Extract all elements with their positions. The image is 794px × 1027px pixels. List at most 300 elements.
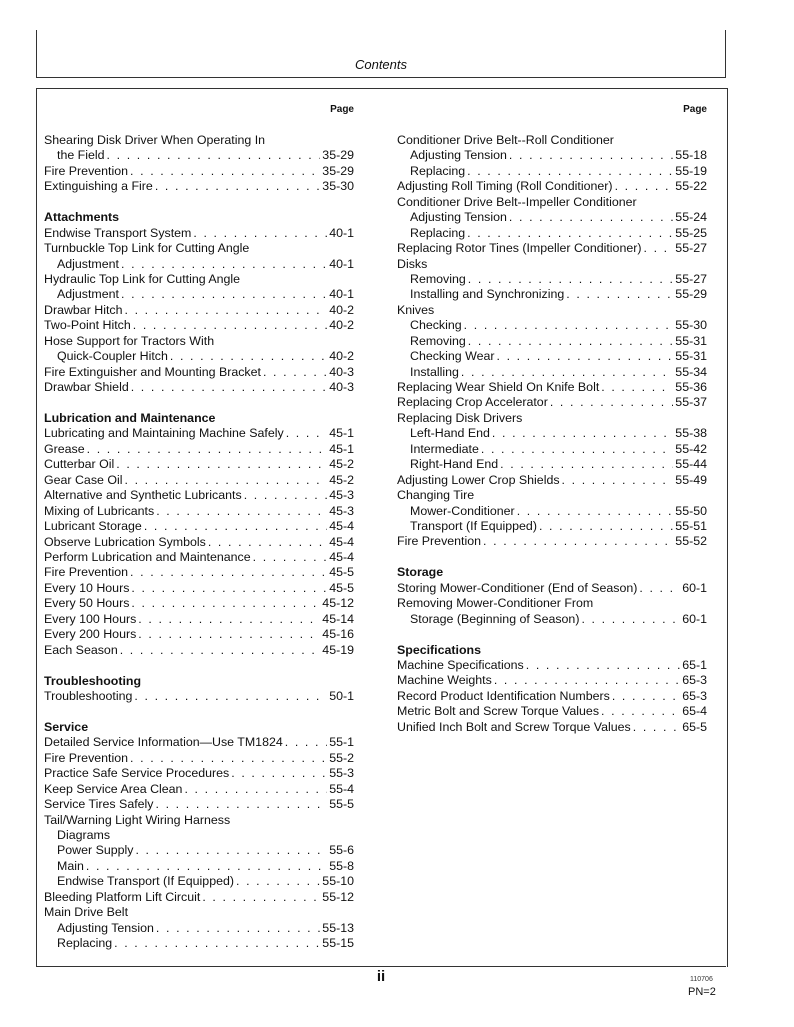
- toc-entry-page: 55-13: [322, 920, 354, 935]
- toc-entry-title: Adjustment: [57, 256, 119, 271]
- toc-entry-page: 45-4: [329, 549, 354, 564]
- dot-leader: [494, 673, 680, 688]
- toc-entry[interactable]: [44, 581, 354, 596]
- toc-entry[interactable]: [397, 704, 707, 719]
- toc-entry-page: 55-38: [675, 426, 707, 441]
- toc-entry[interactable]: [44, 535, 354, 550]
- toc-entry[interactable]: [44, 488, 354, 503]
- toc-entry-page: 45-4: [329, 519, 354, 534]
- toc-entry-page: 40-2: [329, 318, 354, 333]
- toc-entry: [44, 241, 354, 256]
- toc-entry-title: Turnbuckle Top Link for Cutting Angle: [44, 241, 250, 256]
- toc-entry-page: 55-42: [675, 441, 707, 456]
- toc-entry-title: Installing: [410, 364, 459, 379]
- toc-entry-title: Extinguishing a Fire: [44, 179, 153, 194]
- dot-leader: [121, 257, 327, 272]
- dot-leader: [492, 426, 673, 441]
- toc-entry-page: 55-36: [675, 380, 707, 394]
- toc-entry[interactable]: [397, 457, 707, 472]
- toc-entry[interactable]: [397, 720, 707, 735]
- toc-entry-page: 55-31: [675, 349, 707, 364]
- dot-leader: [116, 457, 327, 472]
- toc-entry-title: Adjusting Roll Timing (Roll Conditioner): [397, 179, 613, 194]
- toc-entry[interactable]: [397, 226, 707, 241]
- toc-entry: [397, 257, 707, 272]
- toc-entry-page: 55-10: [322, 874, 354, 889]
- toc-entry-title: Drawbar Hitch: [44, 302, 123, 317]
- dot-leader: [131, 581, 327, 596]
- toc-entry: [397, 303, 707, 318]
- toc-entry: [397, 411, 707, 426]
- toc-entry[interactable]: [44, 303, 354, 318]
- toc-entry-page: 65-4: [682, 704, 707, 719]
- toc-entry-page: 65-5: [682, 719, 707, 734]
- header-rule-bottom: [36, 77, 726, 78]
- toc-entry-title: Endwise Transport (If Equipped): [57, 874, 235, 889]
- toc-entry-page: 55-1: [329, 735, 354, 750]
- section-heading: Service: [44, 719, 89, 734]
- page-column-heading: Page: [330, 104, 354, 115]
- toc-entry-page: 60-1: [682, 611, 707, 626]
- document-code: 110706: [690, 976, 713, 983]
- toc-entry-page: 40-3: [329, 380, 354, 395]
- toc-entry-page: 35-29: [322, 148, 354, 163]
- toc-entry-title: Right-Hand End: [410, 457, 499, 472]
- toc-entry-title: Replacing Rotor Tines (Impeller Conditioner): [397, 241, 642, 256]
- dot-leader: [184, 782, 327, 797]
- dot-leader: [130, 164, 320, 179]
- toc-entry[interactable]: [44, 426, 354, 441]
- toc-entry-page: 40-1: [329, 287, 354, 302]
- toc-entry-page: 55-24: [675, 210, 707, 225]
- toc-entry[interactable]: [397, 689, 707, 704]
- toc-entry-page: 40-1: [329, 256, 354, 271]
- dot-leader: [107, 148, 321, 163]
- toc-entry[interactable]: [44, 473, 354, 488]
- toc-entry-title: Perform Lubrication and Maintenance: [44, 549, 251, 564]
- toc-entry-title: Practice Safe Service Procedures: [44, 766, 230, 781]
- toc-entry[interactable]: [397, 442, 707, 457]
- toc-entry-page: 55-27: [675, 271, 707, 286]
- dot-leader: [550, 395, 673, 410]
- toc-entry-title: Lubricant Storage: [44, 519, 142, 534]
- toc-entry-title: Every 200 Hours: [44, 627, 137, 642]
- toc-entry-title: the Field: [57, 148, 105, 163]
- toc-entry[interactable]: [44, 782, 354, 797]
- toc-entry: [397, 596, 707, 611]
- toc-entry-page: 55-18: [675, 148, 707, 163]
- section-heading: Troubleshooting: [44, 673, 142, 688]
- toc-entry[interactable]: [44, 874, 354, 889]
- section-heading: Specifications: [397, 642, 482, 657]
- dot-leader: [156, 921, 320, 936]
- dot-leader: [138, 627, 320, 642]
- dot-leader: [286, 426, 327, 441]
- toc-entry[interactable]: [397, 272, 707, 287]
- toc-entry-title: Removing: [410, 333, 466, 348]
- toc-entry-page: 55-6: [329, 843, 354, 858]
- toc-entry-page: 55-30: [675, 318, 707, 333]
- toc-entry-page: 55-25: [675, 225, 707, 240]
- toc-entry-title: Fire Extinguisher and Mounting Bracket: [44, 364, 261, 379]
- dot-leader: [208, 535, 327, 550]
- toc-entry-page: 55-44: [675, 457, 707, 472]
- toc-entry-page: 50-1: [329, 688, 354, 703]
- toc-entry-page: 55-49: [675, 472, 707, 487]
- dot-leader: [612, 689, 680, 704]
- dot-leader: [509, 210, 673, 225]
- toc-entry-page: 55-22: [675, 179, 707, 194]
- toc-entry-title: Main: [57, 858, 84, 873]
- toc-entry-title: Checking Wear: [410, 349, 495, 364]
- toc-entry[interactable]: [397, 519, 707, 534]
- toc-entry-title: Record Product Identification Numbers: [397, 688, 610, 703]
- toc-entry[interactable]: [44, 318, 354, 333]
- toc-entry-title: Disks: [397, 256, 428, 271]
- toc-entry-title: Unified Inch Bolt and Screw Torque Values: [397, 719, 631, 734]
- toc-entry[interactable]: [44, 766, 354, 781]
- pn-label: PN=2: [688, 986, 716, 998]
- toc-entry[interactable]: [44, 457, 354, 472]
- contents-column-left: [44, 103, 354, 951]
- toc-entry[interactable]: [44, 148, 354, 163]
- toc-entry-title: Machine Weights: [397, 673, 492, 688]
- dot-leader: [236, 874, 320, 889]
- toc-entry[interactable]: [44, 365, 354, 380]
- toc-entry-page: 65-1: [682, 658, 707, 672]
- toc-entry[interactable]: [44, 735, 354, 750]
- toc-entry-page: 65-3: [682, 673, 707, 688]
- toc-entry-page: 40-2: [329, 302, 354, 317]
- toc-entry-page: 55-50: [675, 503, 707, 518]
- toc-entry-title: Conditioner Drive Belt--Roll Conditioner: [397, 133, 614, 147]
- toc-entry-title: Grease: [44, 441, 85, 456]
- dot-leader: [131, 596, 320, 611]
- toc-entry-page: 35-30: [322, 179, 354, 194]
- dot-leader: [130, 565, 327, 580]
- toc-entry[interactable]: [44, 751, 354, 766]
- dot-leader: [566, 287, 673, 302]
- toc-entry[interactable]: [44, 612, 354, 627]
- dot-leader: [135, 843, 327, 858]
- toc-entry-page: 45-3: [329, 503, 354, 518]
- toc-entry-page: 65-3: [682, 688, 707, 703]
- toc-entry: [397, 195, 707, 210]
- dot-leader: [125, 473, 328, 488]
- toc-entry-page: 55-15: [322, 936, 354, 950]
- dot-leader: [539, 519, 673, 534]
- toc-entry: [397, 133, 707, 148]
- toc-entry-title: Every 10 Hours: [44, 580, 130, 595]
- toc-entry-title: Power Supply: [57, 843, 134, 858]
- dot-leader: [156, 504, 327, 519]
- dot-leader: [193, 226, 327, 241]
- toc-entry-page: 55-52: [675, 534, 707, 549]
- dot-leader: [633, 720, 680, 735]
- toc-entry[interactable]: [397, 581, 707, 596]
- dot-leader: [639, 581, 680, 596]
- toc-entry-title: Checking: [410, 318, 462, 333]
- toc-entry[interactable]: [44, 596, 354, 611]
- toc-entry[interactable]: [397, 673, 707, 688]
- toc-entry-page: 55-5: [329, 797, 354, 812]
- toc-entry[interactable]: [397, 426, 707, 441]
- toc-entry-title: Every 50 Hours: [44, 596, 130, 611]
- dot-leader: [509, 148, 673, 163]
- dot-leader: [120, 643, 321, 658]
- dot-leader: [133, 318, 327, 333]
- dot-leader: [468, 334, 674, 349]
- dot-leader: [155, 179, 320, 194]
- toc-entry-title: Fire Prevention: [397, 534, 482, 549]
- toc-entry[interactable]: [44, 689, 354, 704]
- toc-entry[interactable]: [397, 365, 707, 380]
- toc-entry-title: Removing: [410, 271, 466, 286]
- toc-entry-title: Hose Support for Tractors With: [44, 333, 215, 348]
- toc-entry-title: Hydraulic Top Link for Cutting Angle: [44, 272, 241, 286]
- toc-entry: [397, 488, 707, 503]
- dot-leader: [134, 689, 327, 704]
- toc-entry-page: 45-16: [322, 627, 354, 642]
- toc-entry-title: Replacing Wear Shield On Knife Bolt: [397, 380, 600, 394]
- toc-entry[interactable]: [397, 287, 707, 302]
- toc-entry-page: 45-19: [322, 642, 354, 657]
- toc-entry[interactable]: [44, 226, 354, 241]
- toc-entry[interactable]: [397, 334, 707, 349]
- toc-entry-title: Adjusting Tension: [410, 148, 507, 163]
- toc-entry-title: Tail/Warning Light Wiring Harness: [44, 812, 231, 827]
- dot-leader: [562, 473, 674, 488]
- toc-entry-title: Endwise Transport System: [44, 225, 192, 240]
- toc-entry-title: Adjusting Lower Crop Shields: [397, 472, 560, 487]
- toc-entry-title: Drawbar Shield: [44, 380, 129, 395]
- toc-entry-title: Gear Case Oil: [44, 472, 123, 487]
- section-heading: Storage: [397, 565, 444, 580]
- toc-entry-page: 55-12: [322, 889, 354, 904]
- toc-entry-page: 55-27: [675, 241, 707, 256]
- dot-leader: [125, 303, 328, 318]
- toc-entry[interactable]: [44, 504, 354, 519]
- toc-entry[interactable]: [44, 843, 354, 858]
- toc-entry[interactable]: [397, 164, 707, 179]
- toc-entry-title: Observe Lubrication Symbols: [44, 534, 206, 549]
- toc-entry-page: 45-5: [329, 580, 354, 595]
- toc-entry[interactable]: [44, 519, 354, 534]
- toc-entry[interactable]: [44, 797, 354, 812]
- toc-entry-title: Adjusting Tension: [57, 920, 154, 935]
- toc-entry-page: 40-3: [329, 364, 354, 379]
- toc-entry-title: Left-Hand End: [410, 426, 490, 441]
- toc-entry-title: Detailed Service Information—Use TM1824: [44, 735, 283, 750]
- toc-entry-title: Each Season: [44, 642, 118, 657]
- dot-leader: [156, 797, 328, 812]
- toc-entry-title: Main Drive Belt: [44, 905, 129, 920]
- toc-entry-title: Quick-Coupler Hitch: [57, 349, 168, 364]
- dot-leader: [601, 380, 673, 395]
- toc-entry-title: Bleeding Platform Lift Circuit: [44, 889, 201, 904]
- dot-leader: [170, 349, 327, 364]
- toc-entry-title: Shearing Disk Driver When Operating In: [44, 133, 266, 147]
- dot-leader: [517, 504, 674, 519]
- toc-entry[interactable]: [397, 395, 707, 410]
- toc-entry-title: Fire Prevention: [44, 565, 129, 580]
- dot-leader: [86, 859, 327, 874]
- toc-entry-title: Metric Bolt and Screw Torque Values: [397, 704, 600, 719]
- toc-entry-page: 55-19: [675, 163, 707, 178]
- toc-entry[interactable]: [397, 504, 707, 519]
- toc-entry-title: Fire Prevention: [44, 163, 129, 178]
- dot-leader: [244, 488, 328, 503]
- dot-leader: [526, 658, 680, 673]
- toc-entry-title: Adjusting Tension: [410, 210, 507, 225]
- toc-entry-title: Alternative and Synthetic Lubricants: [44, 488, 242, 503]
- toc-entry[interactable]: [397, 658, 707, 673]
- toc-entry-title: Removing Mower-Conditioner From: [397, 596, 594, 611]
- toc-entry-page: 55-31: [675, 333, 707, 348]
- toc-entry[interactable]: [44, 921, 354, 936]
- toc-entry-title: Keep Service Area Clean: [44, 781, 183, 796]
- page-number: ii: [376, 968, 386, 985]
- toc-entry[interactable]: [44, 550, 354, 565]
- toc-entry-page: 55-29: [675, 287, 707, 302]
- dot-leader: [130, 751, 327, 766]
- entry-list-right: [397, 133, 707, 735]
- toc-entry[interactable]: [397, 210, 707, 225]
- toc-entry[interactable]: [397, 179, 707, 194]
- dot-leader: [496, 349, 673, 364]
- dot-leader: [461, 365, 673, 380]
- dot-leader: [253, 550, 328, 565]
- contents-column-right: [397, 103, 707, 735]
- dot-leader: [481, 442, 673, 457]
- toc-entry: [44, 133, 354, 148]
- toc-entry[interactable]: [44, 349, 354, 364]
- toc-entry[interactable]: [397, 473, 707, 488]
- page-column-heading: Page: [683, 104, 707, 115]
- dot-leader: [131, 380, 327, 395]
- toc-entry[interactable]: [397, 534, 707, 549]
- section-heading: Lubrication and Maintenance: [44, 411, 216, 425]
- dot-leader: [231, 766, 327, 781]
- toc-entry-title: Mower-Conditioner: [410, 503, 515, 518]
- toc-entry-page: 55-3: [329, 766, 354, 781]
- toc-entry[interactable]: [397, 612, 707, 627]
- toc-entry[interactable]: [44, 164, 354, 179]
- toc-entry[interactable]: [397, 349, 707, 364]
- toc-entry-title: Changing Tire: [397, 488, 475, 503]
- toc-entry-page: 35-29: [322, 163, 354, 178]
- toc-entry[interactable]: [44, 565, 354, 580]
- dot-leader: [483, 534, 673, 549]
- toc-entry-page: 55-8: [329, 858, 354, 873]
- toc-entry-page: 55-4: [329, 781, 354, 796]
- toc-entry-title: Replacing: [410, 163, 466, 178]
- toc-entry: [44, 334, 354, 349]
- toc-entry[interactable]: [44, 287, 354, 302]
- dot-leader: [500, 457, 673, 472]
- dot-leader: [138, 612, 320, 627]
- toc-entry-page: 40-1: [329, 225, 354, 240]
- toc-entry-page: 40-2: [329, 349, 354, 364]
- toc-entry[interactable]: [44, 442, 354, 457]
- dot-leader: [601, 704, 680, 719]
- dot-leader: [643, 241, 673, 256]
- toc-entry[interactable]: [44, 257, 354, 272]
- toc-entry[interactable]: [44, 859, 354, 874]
- dot-leader: [144, 519, 327, 534]
- toc-entry[interactable]: [44, 380, 354, 395]
- toc-entry-page: 45-2: [329, 457, 354, 472]
- toc-entry-title: Storing Mower-Conditioner (End of Season): [397, 580, 638, 595]
- toc-entry-page: 45-1: [329, 441, 354, 456]
- toc-entry-page: 45-3: [329, 488, 354, 503]
- toc-entry-title: Lubricating and Maintaining Machine Safely: [44, 426, 284, 441]
- toc-entry-page: 55-51: [675, 518, 707, 533]
- toc-entry-page: 45-12: [322, 596, 354, 611]
- toc-entry[interactable]: [44, 890, 354, 905]
- toc-entry[interactable]: [44, 936, 354, 951]
- toc-entry-title: Machine Specifications: [397, 658, 524, 672]
- toc-entry-title: Replacing Disk Drivers: [397, 410, 523, 425]
- dot-leader: [87, 442, 328, 457]
- toc-entry: [44, 272, 354, 287]
- dot-leader: [467, 226, 673, 241]
- toc-entry-title: Adjustment: [57, 287, 119, 302]
- toc-entry-page: 45-2: [329, 472, 354, 487]
- toc-entry-title: Conditioner Drive Belt--Impeller Conditioner: [397, 194, 637, 209]
- toc-entry: [44, 905, 354, 920]
- toc-entry-title: Service Tires Safely: [44, 797, 154, 812]
- toc-entry-title: Storage (Beginning of Season): [410, 611, 580, 626]
- toc-entry[interactable]: [397, 380, 707, 395]
- toc-entry[interactable]: [397, 241, 707, 256]
- toc-entry[interactable]: [44, 627, 354, 642]
- toc-entry-title: Intermediate: [410, 441, 479, 456]
- toc-entry-page: 45-1: [329, 426, 354, 441]
- dot-leader: [263, 365, 327, 380]
- dot-leader: [467, 164, 673, 179]
- toc-entry[interactable]: [44, 179, 354, 194]
- toc-entry[interactable]: [397, 318, 707, 333]
- toc-entry-page: 45-5: [329, 565, 354, 580]
- toc-entry-title: Replacing Crop Accelerator: [397, 395, 548, 410]
- toc-entry-title: Replacing: [57, 936, 113, 950]
- toc-entry: [44, 828, 354, 843]
- toc-entry-title: Replacing: [410, 225, 466, 240]
- toc-entry-title: Diagrams: [57, 827, 111, 842]
- toc-entry-page: 45-14: [322, 611, 354, 626]
- toc-entry-title: Knives: [397, 302, 435, 317]
- dot-leader: [121, 287, 327, 302]
- toc-entry-page: 45-4: [329, 534, 354, 549]
- dot-leader: [202, 890, 320, 905]
- toc-entry-title: Fire Prevention: [44, 750, 129, 765]
- toc-entry-title: Cutterbar Oil: [44, 457, 115, 472]
- dot-leader: [615, 179, 674, 194]
- toc-entry-page: 55-37: [675, 395, 707, 410]
- dot-leader: [114, 936, 320, 951]
- toc-entry[interactable]: [44, 643, 354, 658]
- dot-leader: [285, 735, 327, 750]
- toc-entry-page: 55-34: [675, 364, 707, 379]
- toc-entry-title: Installing and Synchronizing: [410, 287, 565, 302]
- toc-entry[interactable]: [397, 148, 707, 163]
- toc-entry-page: 60-1: [682, 580, 707, 595]
- toc-entry: [44, 813, 354, 828]
- dot-leader: [581, 612, 680, 627]
- dot-leader: [464, 318, 674, 333]
- section-title: Contents: [354, 57, 408, 72]
